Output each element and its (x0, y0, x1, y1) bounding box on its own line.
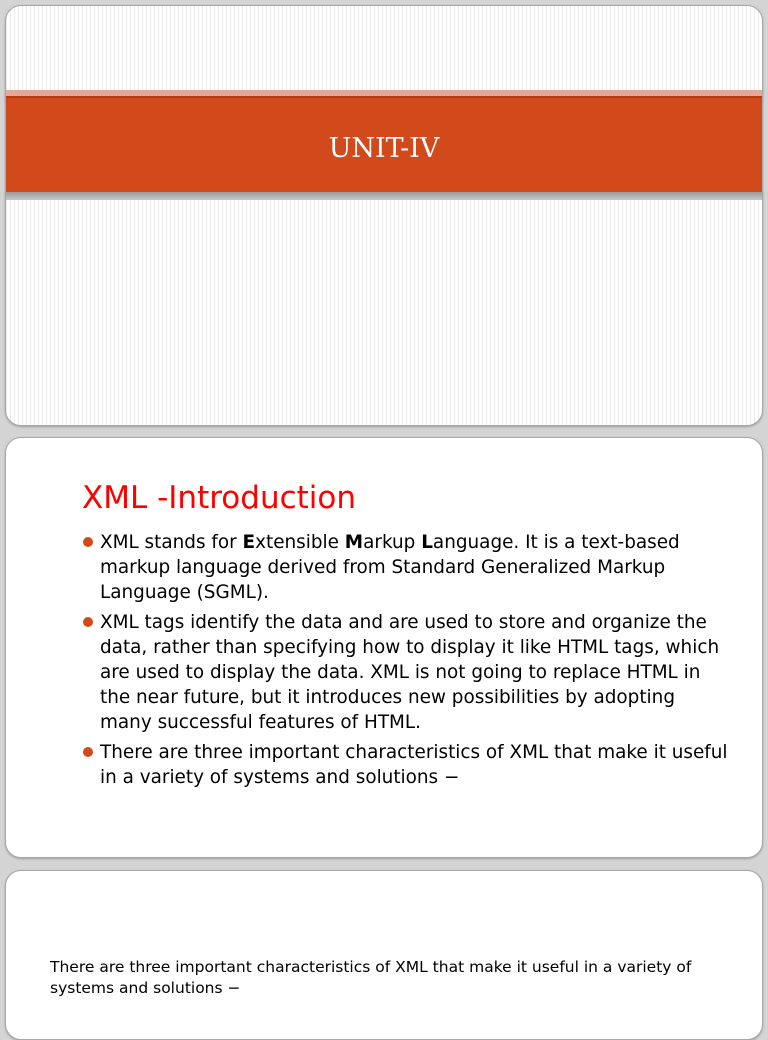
bullet-icon (83, 537, 93, 547)
slide-1[interactable] (5, 5, 763, 426)
slide-2[interactable] (5, 437, 763, 858)
bullet-text: There are three important characteristics of XML that make it useful in a variety of systems and solutions − (100, 742, 728, 788)
bullet-text: arkup (363, 532, 422, 553)
bullet-text: XML stands for (100, 532, 243, 553)
bullet-item (82, 610, 732, 735)
slide-3-text: There are three important characteristics of XML that make it useful in a variety of systems and solutions − (50, 958, 692, 997)
bullet-bold-letter: E (242, 532, 256, 553)
bullet-icon (83, 617, 93, 627)
bullet-bold-letter: L (421, 532, 433, 553)
title-band (6, 96, 762, 192)
bullet-icon (83, 747, 93, 757)
slide-1-title: UNIT-IV (328, 132, 440, 164)
bullet-text: anguage. It is a text-based markup language derived from Standard Generalized Markup Language (SGML). (100, 532, 680, 603)
slide-2-title: XML -Introduction (82, 480, 357, 516)
bullet-text: xtensible (255, 532, 345, 553)
slide-3[interactable] (5, 870, 763, 1040)
bullet-list (82, 530, 732, 795)
bullet-bold-letter: M (344, 532, 364, 553)
bullet-text: XML tags identify the data and are used to store and organize the data, rather than specifying how to display it like HTML tags, which are used to display the data. XML is not going to replace HTML in the near future, but it introduces new possibilities by adopting many successful features of HTML. (100, 612, 720, 733)
title-band-bottom-stripe (6, 192, 762, 200)
bullet-item (82, 530, 732, 605)
bullet-item (82, 740, 732, 790)
